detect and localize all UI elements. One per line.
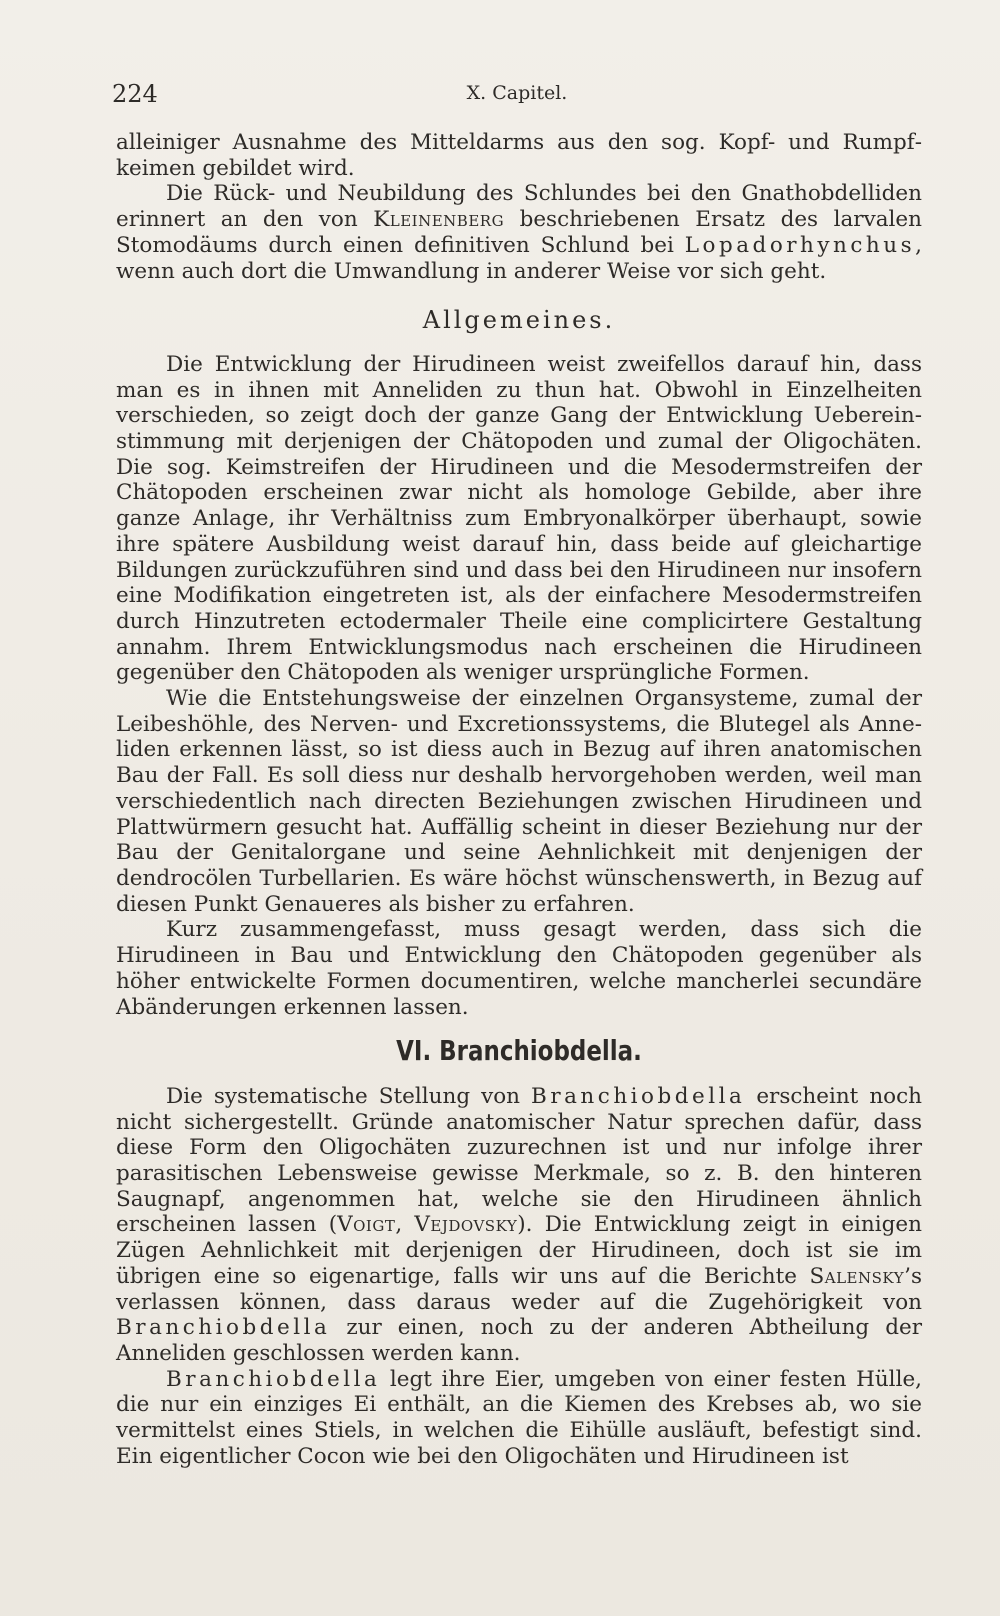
author-name: Vejdovsky	[414, 1212, 518, 1238]
author-name: Salensky	[809, 1263, 905, 1289]
text-run: Wie die Entstehungsweise der einzelnen Organsysteme, zumal der Leibeshöhle, des Nerven- und Excretionssystems, die Blutegel als Anneliden erkennen lässt, so ist diess auch in Bezug auf ihren anatomischen Bau der Fall. Es soll diess nur deshalb hervorgehoben werden, weil man verschiedentlich nach directen Beziehungen zwischen Hirudineen und Plattwürmern gesucht hat. Auffällig scheint in dieser Beziehung nur der Bau der Genitalorgane und seine Aehnlichkeit mit denjenigen der dendrocölen Turbellarien. Es wäre höchst wünschenswerth, in Bezug auf diesen Punkt Genaueres als bisher zu erfahren.	[116, 686, 922, 917]
page-number: 224	[112, 80, 158, 108]
paragraph-systematische-stellung	[116, 1084, 922, 1367]
subheading-allgemeines: Allgemeines.	[422, 306, 616, 335]
text-run: erscheint noch nicht sichergestellt. Gründe anatomischer Natur sprechen dafür, dass diese Form den Oligochäten zuzurechnen ist und nur infolge ihrer parasitischen Lebensweise gewisse Merkmale, so z. B. den hinteren Saugnapf, angenommen hat, welche sie den Hirudineen ähnlich erscheinen lassen (	[116, 1083, 923, 1238]
text-run: Kurz zusammengefasst, muss gesagt werden, dass sich die Hirudineen in Bau und Entwicklung den Chätopoden gegenüber als höher entwickelte Formen documentiren, welche mancherlei secundäre Abänderungen erkennen lassen.	[116, 917, 922, 1020]
text-run: beschriebenen Ersatz des larvalen Stomodäums durch einen definitiven Schlund bei	[116, 207, 922, 258]
genus-name: Branchiobdella	[166, 1366, 381, 1392]
text-run: ,	[395, 1212, 415, 1238]
paragraph-continuation	[116, 130, 922, 181]
text-run: legt ihre Eier, umgeben von einer festen Hülle, die nur ein einziges Ei enthält, an die Kiemen des Krebses ab, wo sie vermittelst eines Stiels, in welchen die Eihülle ausläuft, befestigt sind. Ein eigentlicher Cocon wie bei den Oligochäten und Hirudineen ist	[116, 1366, 922, 1469]
genus-name: Lopadorhynchus	[684, 232, 916, 258]
author-name: Voigt	[337, 1212, 396, 1238]
text-run: ’s verlassen können, dass daraus weder auf die Zugehörigkeit von	[116, 1263, 922, 1315]
paragraph-schlund	[116, 181, 922, 284]
paragraph-organsysteme	[116, 686, 922, 917]
section-heading-branchiobdella: VI. Branchiobdella.	[396, 1034, 642, 1068]
text-run: Die Rück- und Neubildung des Schlundes bei den Gnathobdelliden erinnert an den von	[116, 181, 922, 233]
paragraph-zusammengefasst	[116, 917, 922, 1020]
genus-name: Branchiobdella	[531, 1083, 746, 1109]
text-run: alleiniger Ausnahme des Mitteldarms aus den sog. Kopf- und Rumpfkeimen gebildet wird.	[116, 130, 922, 181]
text-run: zur einen, noch zu der anderen Abtheilung der Anneliden geschlossen werden kann.	[116, 1315, 922, 1366]
paragraph-eier	[116, 1367, 922, 1470]
running-title: X. Capitel.	[466, 82, 568, 104]
text-run: ). Die Entwicklung zeigt in einigen Zügen Aehnlichkeit mit derjenigen der Hirudineen, doch ist sie im übrigen eine so eigenartige, falls wir uns auf die Berichte	[116, 1212, 922, 1289]
text-run: , wenn auch dort die Umwandlung in anderer Weise vor sich geht.	[116, 232, 922, 284]
text-run: Die Entwicklung der Hirudineen weist zweifellos darauf hin, dass man es in ihnen mit Anneliden zu thun hat. Obwohl in Einzelheiten verschieden, so zeigt doch der ganze Gang der Entwicklung Uebereinstimmung mit derjenigen der Chätopoden und zumal der Oligochäten. Die sog. Keimstreifen der Hirudineen und die Mesodermstreifen der Chätopoden erscheinen zwar nicht als homologe Gebilde, aber ihre ganze Anlage, ihr Verhältniss zum Embryonalkörper überhaupt, sowie ihre spätere Ausbildung weist darauf hin, dass beide auf gleichartige Bildungen zurückzuführen sind und dass bei den Hirudineen nur insofern eine Modifikation eingetreten ist, als der einfachere Mesodermstreifen durch Hinzutreten ectodermaler Theile eine complicirtere Gestaltung annahm. Ihrem Entwicklungsmodus nach erscheinen die Hirudineen gegenüber den Chätopoden als weniger ursprüngliche Formen.	[116, 351, 922, 686]
genus-name: Branchiobdella	[116, 1315, 331, 1341]
page-header	[112, 80, 922, 114]
page-body	[116, 130, 922, 1469]
paragraph-entwicklung	[116, 352, 922, 686]
text-run: Die systematische Stellung von	[166, 1083, 532, 1109]
author-name: Kleinenberg	[373, 207, 505, 233]
